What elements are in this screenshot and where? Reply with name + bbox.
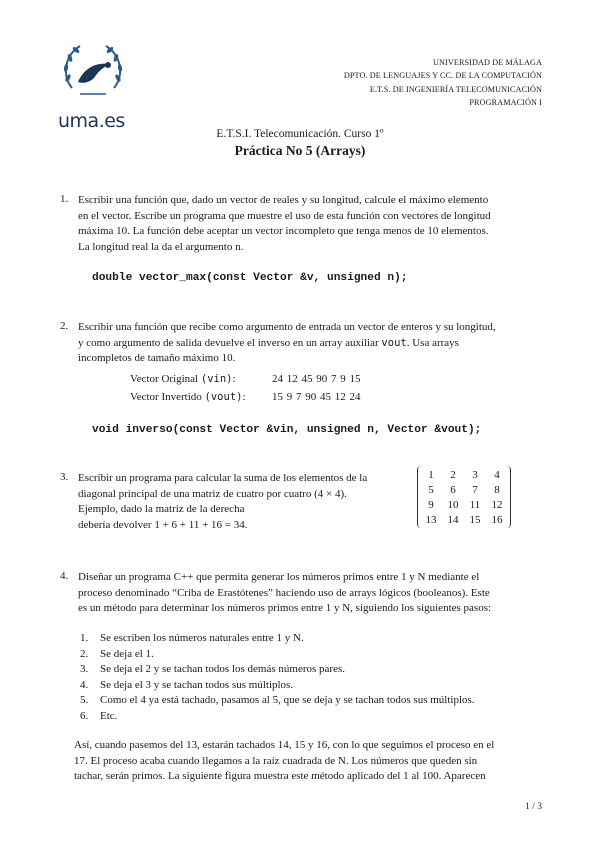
exercise-2-text — [78, 320, 553, 367]
step-number: 5. — [80, 694, 89, 706]
step-number: 4. — [80, 678, 89, 691]
matrix-cell: 8 — [494, 483, 500, 496]
step-text: Se deja el 1. — [100, 647, 154, 660]
institution-line: UNIVERSIDAD DE MÁLAGA — [433, 58, 542, 67]
step-text: Como el 4 ya está tachado, pasamos al 5, que se deja y se tachan todos sus múltiplos. — [100, 694, 475, 706]
matrix-cell: 7 — [472, 483, 478, 496]
laurel-bird-icon — [58, 38, 128, 108]
matrix-row — [420, 512, 508, 527]
text-line: Así, cuando pasemos del 13, estarán tachados 14, 15 y 16, con lo que seguimos el proceso en el — [74, 739, 495, 751]
inline-code: (vout) — [204, 391, 243, 403]
text-line: es un método para determinar los números primos entre 1 y N, siguiendo los siguientes pasos: — [78, 602, 492, 614]
vector-inverted-label — [130, 390, 246, 406]
exercise-number: 2. — [60, 320, 69, 332]
page-number: 1 / 3 — [525, 802, 542, 812]
list-item — [80, 709, 550, 725]
code-signature: void inverso(const Vector &vin, unsigned n, Vector &vout); — [92, 424, 482, 436]
matrix-cell: 9 — [428, 498, 434, 511]
text-line: Escribir un programa para calcular la suma de los elementos de la — [78, 472, 368, 484]
text-line: 17. El proceso acaba cuando llegamos a la raíz cuadrada de N. Los números que queden sin — [74, 754, 478, 767]
text-line: diagonal principal de una matriz de cuatro por cuatro (4 × 4). — [78, 487, 347, 500]
step-number: 6. — [80, 709, 89, 722]
exercise-3-text — [78, 471, 408, 533]
list-item — [80, 631, 550, 647]
matrix-row — [420, 497, 508, 512]
text-segment: y como argumento de salida devuelve el inverso en un array auxiliar — [78, 336, 382, 349]
list-item — [80, 662, 550, 678]
text-line: proceso denominado “Criba de Erastótenes” haciendo uso de arrays lógicos (booleanos). Este — [78, 586, 490, 599]
text-segment: . Usa arrays — [406, 336, 459, 349]
text-line: incompletos de tamaño máximo 10. — [78, 352, 236, 364]
matrix-cell: 14 — [447, 513, 459, 526]
step-number: 1. — [80, 632, 89, 644]
institution-line: E.T.S. DE INGENIERÍA TELECOMUNICACIÓN — [369, 84, 542, 94]
closing-paragraph — [74, 738, 554, 785]
matrix-cell: 3 — [472, 468, 478, 481]
matrix-cell: 16 — [491, 513, 503, 526]
logo-text: uma.es — [58, 110, 125, 132]
list-item — [80, 693, 550, 709]
step-number: 3. — [80, 663, 89, 675]
text-line: tachar, serán primos. La siguiente figura muestra este método aplicado del 1 al 100. Aparecen — [74, 770, 486, 782]
label-text: : — [232, 373, 236, 385]
vector-original-label — [130, 372, 236, 388]
exercise-number: 1. — [60, 193, 69, 205]
matrix-row — [420, 482, 508, 497]
text-line: Diseñar un programa C++ que permita generar los números primos entre 1 y N mediante el — [78, 571, 480, 583]
text-line — [78, 336, 553, 352]
exercise-number: 3. — [60, 471, 69, 483]
inline-code: (vin) — [200, 373, 233, 385]
vector-original-values: 24 12 45 90 7 9 15 — [272, 373, 361, 385]
step-text: Se deja el 3 y se tachan todos sus múltiplos. — [100, 678, 294, 691]
step-text: Se escriben los números naturales entre 1 y N. — [100, 632, 304, 644]
step-text: Etc. — [100, 709, 118, 722]
text-line: debería devolver 1 + 6 + 11 + 16 = 34. — [78, 518, 248, 531]
university-logo — [58, 38, 128, 113]
matrix-cell: 1 — [428, 468, 434, 481]
institution-block — [344, 56, 542, 109]
matrix-cell: 15 — [469, 513, 481, 526]
step-number: 2. — [80, 647, 89, 660]
text-line: máxima 10. La función debe aceptar un vector incompleto que tenga menos de 10 elementos. — [78, 225, 489, 237]
text-line: Escribir una función que, dado un vector de reales y su longitud, calcule el máximo elemento — [78, 194, 489, 206]
exercise-number: 4. — [60, 570, 69, 582]
text-line: Ejemplo, dado la matriz de la derecha — [78, 503, 245, 515]
text-line: La longitud real la da el argumento n. — [78, 240, 244, 253]
matrix-cell: 13 — [425, 513, 437, 526]
matrix-table — [420, 467, 508, 527]
matrix-cell: 6 — [450, 483, 456, 496]
matrix-row — [420, 467, 508, 482]
text-line: Escribir una función que recibe como argumento de entrada un vector de enteros y su longitud, — [78, 321, 496, 333]
inline-code: vout — [381, 336, 407, 349]
institution-line: DPTO. DE LENGUAJES Y CC. DE LA COMPUTACIÓN — [343, 71, 542, 81]
matrix-cell: 4 — [494, 468, 500, 481]
course-line: E.T.S.I. Telecomunicación. Curso 1º — [216, 128, 384, 140]
label-text: : — [242, 391, 246, 403]
page-title: Práctica No 5 (Arrays) — [234, 143, 366, 158]
matrix-cell: 11 — [469, 498, 481, 511]
exercise-4-text — [78, 570, 553, 617]
label-text: Vector Original — [130, 373, 201, 385]
list-item — [80, 678, 550, 694]
exercise-1-text — [78, 193, 548, 255]
label-text: Vector Invertido — [130, 391, 205, 403]
steps-list — [80, 631, 550, 724]
code-signature: double vector_max(const Vector &v, unsigned n); — [92, 272, 408, 284]
matrix-cell: 2 — [450, 468, 456, 481]
vector-inverted-values: 15 9 7 90 45 12 24 — [272, 391, 361, 403]
text-line: en el vector. Escribe un programa que muestre el uso de esta función con vectores de longitud — [78, 209, 491, 222]
list-item — [80, 647, 550, 663]
matrix-cell: 5 — [428, 483, 434, 496]
institution-line: PROGRAMACIÓN I — [469, 97, 542, 107]
matrix-cell: 12 — [491, 498, 503, 511]
step-text: Se deja el 2 y se tachan todos los demás números pares. — [100, 663, 345, 675]
matrix-cell: 10 — [447, 498, 459, 511]
example-matrix — [417, 466, 511, 528]
